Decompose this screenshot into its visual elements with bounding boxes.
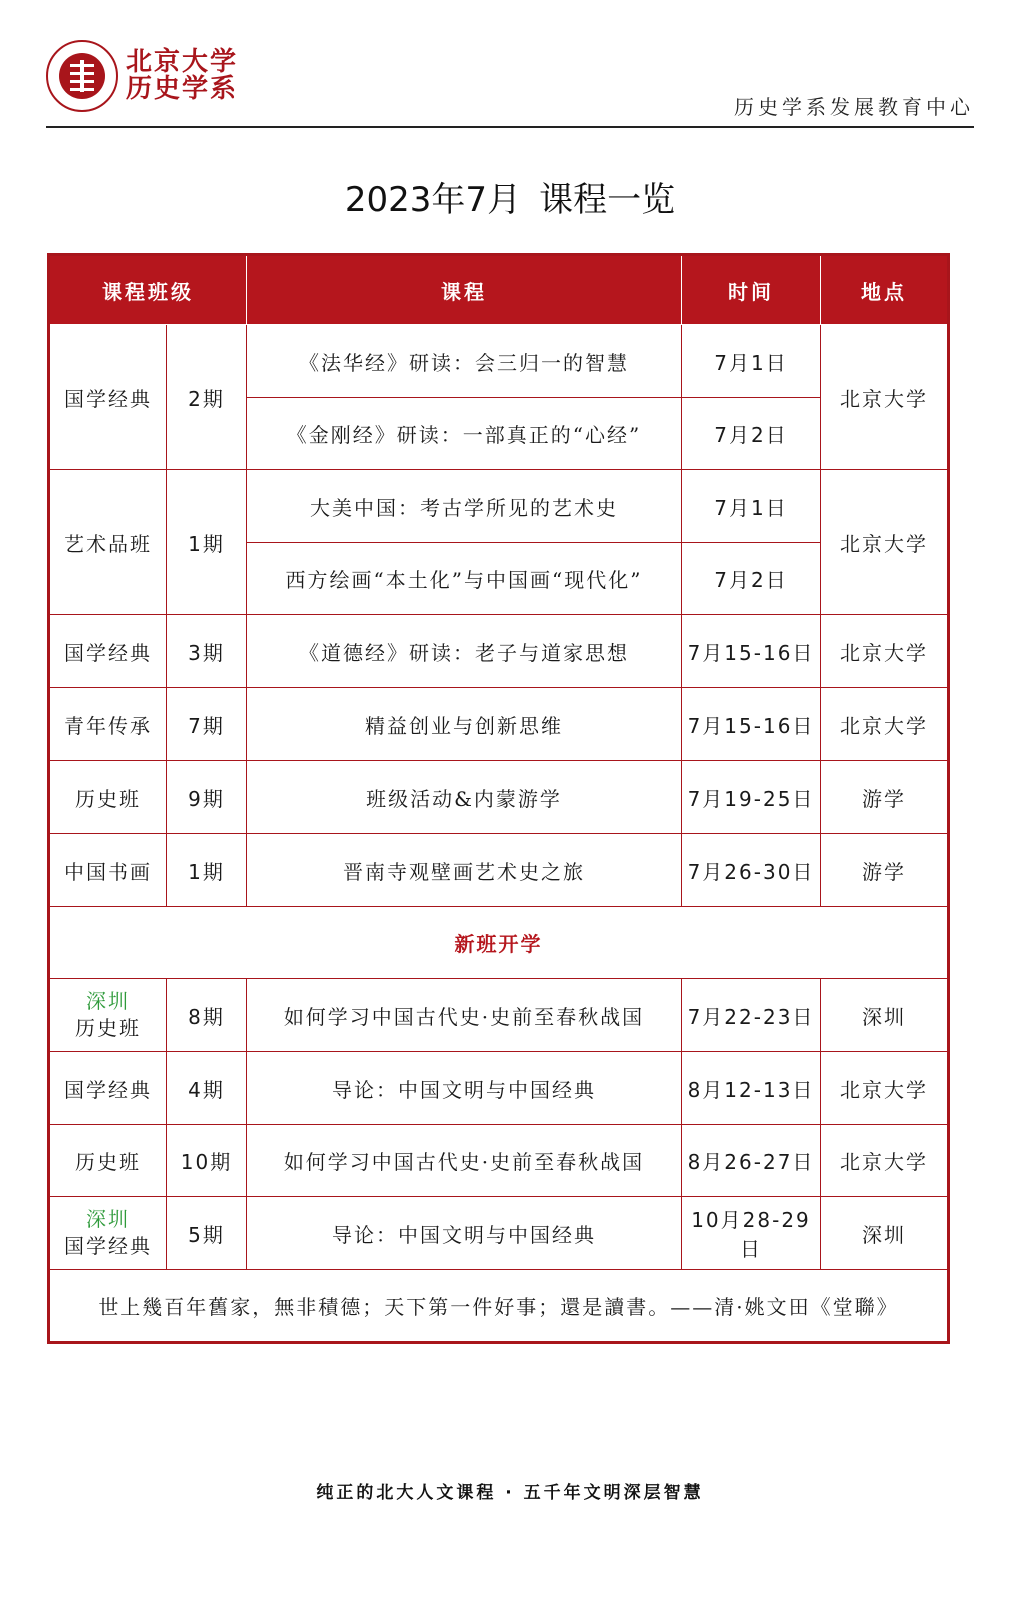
- issue-cell: 3期: [167, 615, 247, 688]
- table-row: [49, 834, 949, 907]
- place-cell: 北京大学: [821, 1125, 949, 1197]
- place-cell: 北京大学: [821, 688, 949, 761]
- table-row: [49, 1052, 949, 1125]
- pku-history-logo: [46, 40, 238, 112]
- table-row: [49, 470, 949, 543]
- table-row: [49, 325, 949, 398]
- header-course: 课程: [247, 255, 682, 325]
- time-cell: 7月2日: [682, 543, 821, 615]
- time-cell: 7月15-16日: [682, 615, 821, 688]
- time-cell: 8月12-13日: [682, 1052, 821, 1125]
- course-cell: 《道德经》研读：老子与道家思想: [247, 615, 682, 688]
- title-sub: 课程一览: [539, 180, 676, 220]
- table-row: [49, 1197, 949, 1270]
- class-cell: 中国书画: [49, 834, 167, 907]
- new-class-row: [49, 907, 949, 979]
- course-cell: 班级活动&内蒙游学: [247, 761, 682, 834]
- issue-cell: 9期: [167, 761, 247, 834]
- issue-cell: 10期: [167, 1125, 247, 1197]
- time-cell: 8月26-27日: [682, 1125, 821, 1197]
- place-cell: 游学: [821, 834, 949, 907]
- class-cell: 青年传承: [49, 688, 167, 761]
- time-cell: 7月1日: [682, 470, 821, 543]
- quote-row: [49, 1270, 949, 1343]
- course-cell: 导论：中国文明与中国经典: [247, 1197, 682, 1270]
- quote-text: 世上幾百年舊家，無非積德；天下第一件好事；還是讀書。——清·姚文田《堂聯》: [49, 1270, 949, 1343]
- page-header: [46, 36, 974, 128]
- logo-text: [126, 46, 239, 104]
- footer-slogan: 纯正的北大人文课程 · 五千年文明深层智慧: [316, 1483, 704, 1503]
- class-prefix: 深圳: [86, 1207, 130, 1231]
- time-cell: 7月19-25日: [682, 761, 821, 834]
- place-cell: 游学: [821, 761, 949, 834]
- class-cell: [49, 979, 167, 1052]
- issue-cell: 7期: [167, 688, 247, 761]
- page-title: [0, 172, 1020, 221]
- class-prefix: 深圳: [86, 989, 130, 1013]
- time-cell: 7月22-23日: [682, 979, 821, 1052]
- table-row: [49, 615, 949, 688]
- course-cell: 如何学习中国古代史·史前至春秋战国: [247, 979, 682, 1052]
- logo-line1: 北京大学: [126, 46, 239, 77]
- class-cell: 国学经典: [49, 325, 167, 470]
- class-cell: 国学经典: [49, 615, 167, 688]
- issue-cell: 1期: [167, 470, 247, 615]
- class-cell: 历史班: [49, 761, 167, 834]
- place-cell: 北京大学: [821, 1052, 949, 1125]
- course-cell: 《法华经》研读：会三归一的智慧: [247, 325, 682, 398]
- issue-cell: 1期: [167, 834, 247, 907]
- place-cell: 北京大学: [821, 470, 949, 615]
- place-cell: 北京大学: [821, 615, 949, 688]
- class-name: 历史班: [75, 1016, 141, 1040]
- header-class: 课程班级: [49, 255, 247, 325]
- title-date: 2023年7月: [344, 180, 522, 220]
- issue-cell: 2期: [167, 325, 247, 470]
- pku-history-seal-icon: [46, 40, 118, 112]
- course-cell: 如何学习中国古代史·史前至春秋战国: [247, 1125, 682, 1197]
- issue-cell: 4期: [167, 1052, 247, 1125]
- logo-line2: 历史学系: [126, 74, 239, 104]
- place-cell: 深圳: [821, 979, 949, 1052]
- place-cell: 北京大学: [821, 325, 949, 470]
- class-cell: 历史班: [49, 1125, 167, 1197]
- time-cell: 7月2日: [682, 398, 821, 470]
- class-cell: 艺术品班: [49, 470, 167, 615]
- course-cell: 精益创业与创新思维: [247, 688, 682, 761]
- class-name: 国学经典: [64, 1234, 152, 1258]
- header-place: 地点: [821, 255, 949, 325]
- time-cell: 7月1日: [682, 325, 821, 398]
- class-cell: [49, 1197, 167, 1270]
- course-cell: 大美中国：考古学所见的艺术史: [247, 470, 682, 543]
- course-cell: 晋南寺观壁画艺术史之旅: [247, 834, 682, 907]
- issue-cell: 5期: [167, 1197, 247, 1270]
- class-cell: 国学经典: [49, 1052, 167, 1125]
- new-class-label: 新班开学: [49, 907, 949, 979]
- time-cell: 7月26-30日: [682, 834, 821, 907]
- place-cell: 深圳: [821, 1197, 949, 1270]
- course-cell: 《金刚经》研读：一部真正的“心经”: [247, 398, 682, 470]
- table-header-row: [49, 255, 949, 325]
- table-row: [49, 979, 949, 1052]
- org-name: 历史学系发展教育中心: [734, 95, 974, 119]
- table-row: [49, 688, 949, 761]
- course-cell: 导论：中国文明与中国经典: [247, 1052, 682, 1125]
- table-row: [49, 761, 949, 834]
- header-time: 时间: [682, 255, 821, 325]
- issue-cell: 8期: [167, 979, 247, 1052]
- table-row: [49, 1125, 949, 1197]
- course-cell: 西方绘画“本土化”与中国画“现代化”: [247, 543, 682, 615]
- time-cell: 10月28-29日: [682, 1197, 821, 1270]
- time-cell: 7月15-16日: [682, 688, 821, 761]
- course-schedule-table: [47, 253, 950, 1344]
